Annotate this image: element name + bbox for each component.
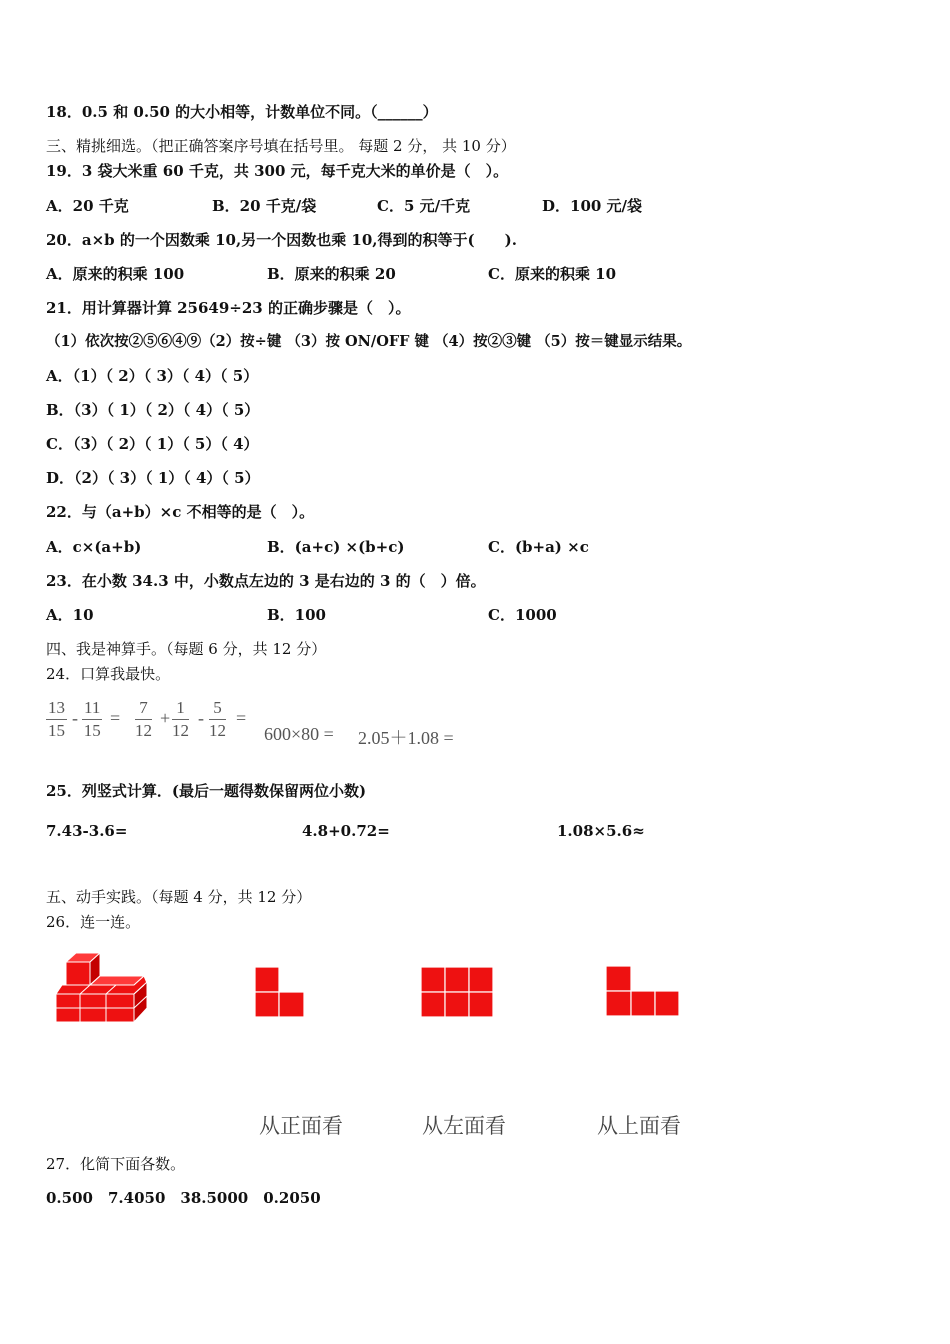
expression-600x80: 600×80 =	[264, 724, 334, 744]
fraction-7-12: $\frac{7}{12}$	[135, 698, 152, 740]
q18-line: 18．0.5 和 0.50 的大小相等，计数单位不同。（______）	[46, 103, 438, 121]
q25-item-2: 4.8+0.72=	[302, 822, 390, 840]
q20-option-b: B．原来的积乘 20	[267, 265, 396, 283]
q19-stem: 19．3 袋大米重 60 千克，共 300 元，每千克大米的单价是（ ）。	[46, 162, 509, 180]
q19-option-b: B．20 千克/袋	[212, 197, 317, 215]
minus-sign: -	[198, 708, 204, 728]
q23-option-b: B．100	[267, 606, 326, 624]
q21-steps: （1）依次按②⑤⑥④⑨（2）按÷键 （3）按 ON/OFF 键 （4）按②③键 （5）按＝键显示结果。	[46, 333, 692, 350]
plus-sign: +	[160, 708, 171, 728]
view-shape-1	[254, 966, 306, 1018]
q21-option-b: B．（3）（ 1）（ 2）（ 4）（ 5）	[46, 401, 260, 419]
fraction-13-15: $\frac{13}{15}$	[48, 698, 65, 740]
q25-item-1: 7.43-3.6=	[46, 822, 128, 840]
caption-top-view: 从上面看	[597, 1114, 681, 1138]
q23-option-a: A．10	[46, 606, 94, 624]
q21-option-a: A．（1）（ 2）（ 3）（ 4）（ 5）	[46, 367, 259, 385]
q27-stem: 27．化简下面各数。	[46, 1155, 186, 1173]
q20-option-a: A．原来的积乘 100	[46, 265, 185, 283]
equals-sign: =	[110, 708, 121, 728]
view-shape-3	[605, 965, 681, 1017]
equals-sign: =	[236, 708, 247, 728]
q19-option-d: D．100 元/袋	[542, 197, 643, 215]
q20-option-c: C．原来的积乘 10	[488, 265, 617, 283]
q22-option-a: A．c×(a+b)	[46, 538, 142, 556]
fraction-5-12: $\frac{5}{12}$	[209, 698, 226, 740]
q21-option-c: C．（3）（ 2）（ 1）（ 5）（ 4）	[46, 435, 259, 453]
section-5-heading: 五、动手实践。（每题 4 分，共 12 分）	[46, 888, 312, 906]
q26-stem: 26．连一连。	[46, 913, 141, 931]
q20-stem: 20．a×b 的一个因数乘 10,另一个因数也乘 10,得到的积等于( ).	[46, 231, 517, 249]
q21-option-d: D．（2）（ 3）（ 1）（ 4）（ 5）	[46, 469, 260, 487]
q25-item-3: 1.08×5.6≈	[557, 822, 645, 840]
q24-stem: 24．口算我最快。	[46, 665, 171, 683]
q22-option-b: B．(a+c) ×(b+c)	[267, 538, 405, 556]
section-4-heading: 四、我是神算手。（每题 6 分，共 12 分）	[46, 640, 327, 658]
q19-option-a: A．20 千克	[46, 197, 129, 215]
cube-stack-figure	[50, 950, 150, 1028]
view-shape-2	[420, 966, 494, 1018]
caption-front-view: 从正面看	[259, 1114, 343, 1138]
q23-stem: 23．在小数 34.3 中，小数点左边的 3 是右边的 3 的（ ）倍。	[46, 572, 486, 590]
q19-option-c: C．5 元/千克	[377, 197, 471, 215]
q27-numbers: 0.500 7.4050 38.5000 0.2050	[46, 1189, 321, 1207]
expression-2.05+1.08: 2.05＋1.08 =	[358, 728, 454, 748]
q22-option-c: C．(b+a) ×c	[488, 538, 589, 556]
fraction-11-15: $\frac{11}{15}$	[83, 698, 101, 740]
fraction-1-12: $\frac{1}{12}$	[172, 698, 189, 740]
q21-stem: 21．用计算器计算 25649÷23 的正确步骤是（ ）。	[46, 299, 411, 317]
minus-sign: -	[72, 708, 78, 728]
caption-left-view: 从左面看	[422, 1114, 506, 1138]
q22-stem: 22．与（a+b）×c 不相等的是（ ）。	[46, 503, 315, 521]
q23-option-c: C．1000	[488, 606, 557, 624]
section-3-heading: 三、精挑细选。（把正确答案序号填在括号里。 每题 2 分， 共 10 分）	[46, 137, 516, 155]
q25-stem: 25．列竖式计算．(最后一题得数保留两位小数)	[46, 782, 367, 800]
